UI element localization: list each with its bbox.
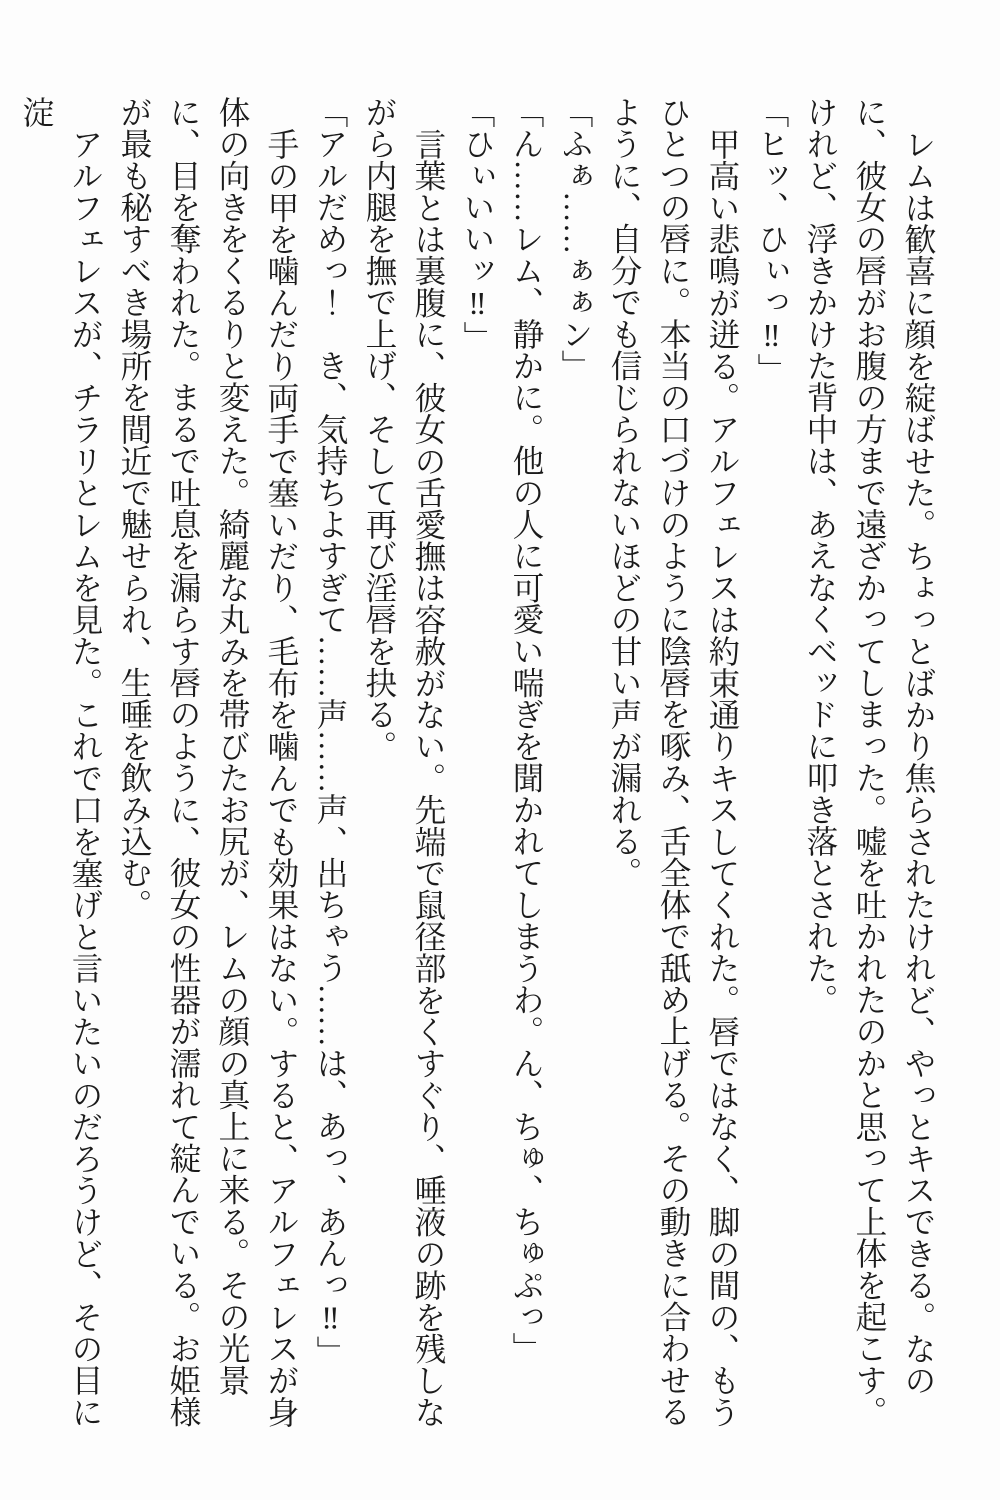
dialogue-paragraph: 「ん……レム、静かに。他の人に可愛い喘ぎを聞かれてしまうわ。ん、ちゅ、ちゅぷっ」 [509, 96, 544, 1364]
narrative-paragraph: 手の甲を噛んだり両手で塞いだり、毛布を噛んでも効果はない。すると、アルフェレスが身体の向きをくるりと変えた。綺麗な丸みを帯びたお尻が、レムの顔の真上に来る。その光景に、目を奪われた。まるで吐息を漏らす唇のように、彼女の性器が濡れて綻んでいる。お姫様が最も秘すべき場所を間近で魅せられ、生唾を飲み込む。 [117, 96, 299, 1428]
narrative-paragraph: 甲高い悲鳴が迸る。アルフェレスは約束通りキスしてくれた。唇ではなく、脚の間の、もうひとつの唇に。本当の口づけのように陰唇を啄み、舌全体で舐め上げる。その動きに合わせるように、自分でも信じられないほどの甘い声が漏れる。 [607, 96, 740, 1428]
vertical-text-body [19, 96, 943, 1459]
dialogue-paragraph: 「ヒッ、ひぃっ‼」 [754, 96, 789, 385]
dialogue-paragraph: 「アルだめっ！ き、気持ちよすぎて……声……声、出ちゃう……は、あっ、あんっ‼」 [313, 96, 348, 1368]
narrative-paragraph: レムは歓喜に顔を綻ばせた。ちょっとばかり焦らされたけれど、やっとキスできる。なのに、彼女の唇がお腹の方まで遠ざかってしまった。嘘を吐かれたのかと思って上体を起こす。けれど、浮きかけた背中は、あえなくベッドに叩き落とされた。 [803, 96, 936, 1428]
narrative-paragraph: アルフェレスが、チラリとレムを見た。これで口を塞げと言いたいのだろうけど、その目に淀 [19, 96, 103, 1428]
dialogue-paragraph: 「ひぃいいッ‼」 [460, 96, 495, 353]
narrative-paragraph: 言葉とは裏腹に、彼女の舌愛撫は容赦がない。先端で鼠径部をくすぐり、唾液の跡を残しながら内腿を撫で上げ、そして再び淫唇を抉る。 [362, 96, 446, 1428]
dialogue-paragraph: 「ふぁ……ぁぁン」 [558, 96, 593, 382]
